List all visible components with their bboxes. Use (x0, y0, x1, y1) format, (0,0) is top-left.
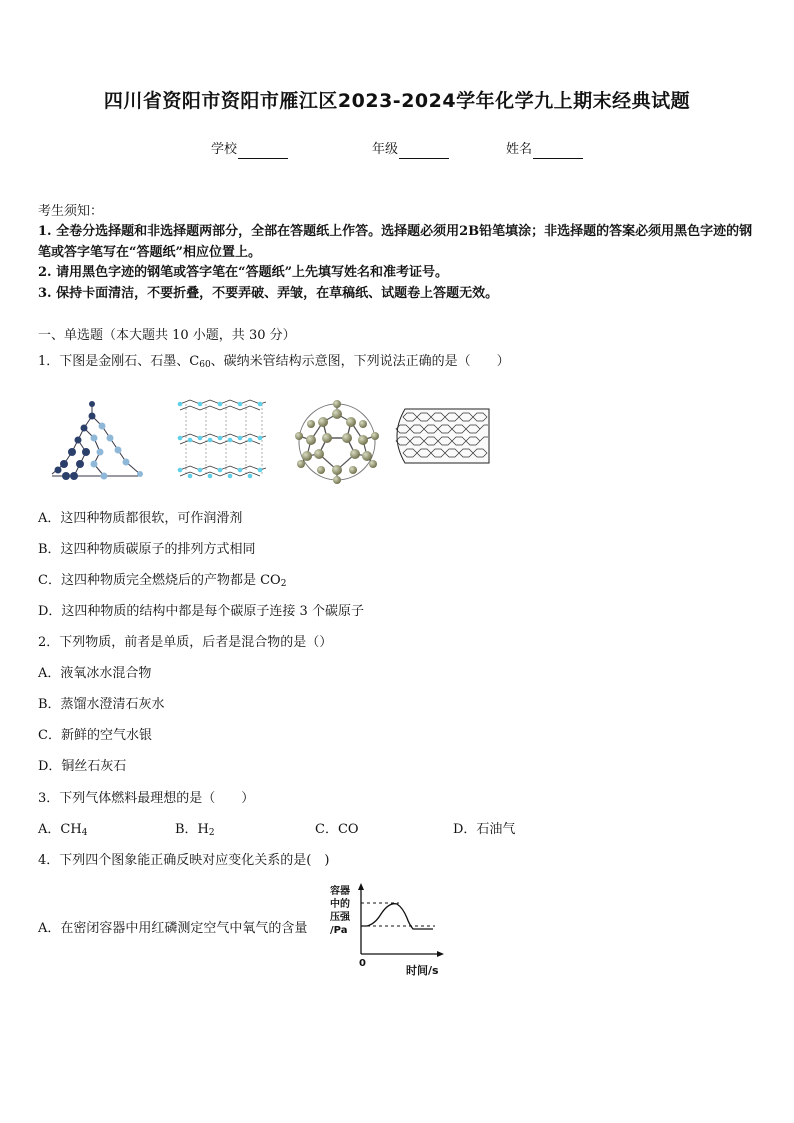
question-3-option-c[interactable]: C．CO (315, 822, 359, 837)
school-label: 学校 (211, 142, 238, 157)
question-1-option-d[interactable]: D．这四种物质的结构中都是每个碳原子连接 3 个碳原子 (38, 604, 364, 619)
question-2-option-d[interactable]: D．铜丝石灰石 (38, 759, 127, 774)
pressure-time-graph (355, 882, 445, 962)
question-1-stem: 1．下图是金刚石、石墨、$C_{60}$、碳纳米管结构示意图，下列说法正确的是（ ） (38, 354, 510, 370)
school-blank[interactable] (238, 144, 288, 159)
name-label: 姓名 (506, 142, 533, 157)
question-4-option-a[interactable]: A．在密闭容器中用红磷测定空气中氧气的含量 (38, 921, 308, 936)
question-3-option-b[interactable]: B．$H_2$ (175, 822, 215, 838)
graph-x-axis-label: 时间/s (406, 964, 439, 977)
grade-blank[interactable] (399, 144, 449, 159)
notice-item-3: 3. 保持卡面清洁，不要折叠，不要弄破、弄皱，在草稿纸、试题卷上答题无效。 (38, 286, 499, 301)
diamond-structure-image (44, 396, 148, 486)
question-2-stem: 2．下列物质，前者是单质，后者是混合物的是（） (38, 635, 333, 650)
notice-item-1: 1. 全卷分选择题和非选择题两部分，全部在答题纸上作答。选择题必须用2B铅笔填涂；非选择题的答案必须用黑色字迹的钢笔或答字笔写在“答题纸”相应位置上。 (38, 224, 753, 260)
school-field[interactable] (211, 141, 288, 159)
question-2-option-b[interactable]: B．蒸馏水澄清石灰水 (38, 697, 165, 712)
question-3-stem: 3．下列气体燃料最理想的是（ ） (38, 791, 255, 806)
question-2-option-c[interactable]: C．新鲜的空气水银 (38, 728, 152, 743)
carbon-nanotube-image (389, 405, 493, 467)
graph-y-axis-label: 容器 中的 压强 /Pa (330, 886, 350, 936)
question-3-option-d[interactable]: D．石油气 (453, 822, 516, 837)
graphite-structure-image (176, 394, 268, 486)
question-4-stem: 4．下列四个图象能正确反映对应变化关系的是( ) (38, 853, 330, 868)
c60-structure-image (291, 400, 383, 484)
graph-origin-label: 0 (359, 958, 366, 969)
grade-field[interactable] (372, 141, 449, 159)
graph-pressure-curve (361, 904, 433, 929)
question-3-option-a[interactable]: A．$CH_4$ (38, 822, 88, 838)
graph-y-arrow (358, 883, 364, 890)
question-1-option-b[interactable]: B．这四种物质碳原子的排列方式相同 (38, 542, 256, 557)
notice-item-2: 2. 请用黑色字迹的钢笔或答字笔在“答题纸”上先填写姓名和准考证号。 (38, 265, 449, 280)
name-blank[interactable] (533, 144, 583, 159)
question-1-option-c[interactable]: C．这四种物质完全燃烧后的产物都是 $CO_2$ (38, 573, 287, 589)
question-1-option-a[interactable]: A．这四种物质都很软，可作润滑剂 (38, 511, 243, 526)
grade-label: 年级 (372, 142, 399, 157)
name-field[interactable] (506, 141, 583, 159)
section-heading: 一、单选题（本大题共 10 小题，共 30 分） (38, 328, 296, 343)
graph-x-arrow (437, 951, 444, 957)
question-2-option-a[interactable]: A．液氧冰水混合物 (38, 666, 152, 681)
page-title: 四川省资阳市资阳市雁江区2023-2024学年化学九上期末经典试题 (103, 90, 691, 112)
notice-heading: 考生须知： (38, 204, 104, 219)
